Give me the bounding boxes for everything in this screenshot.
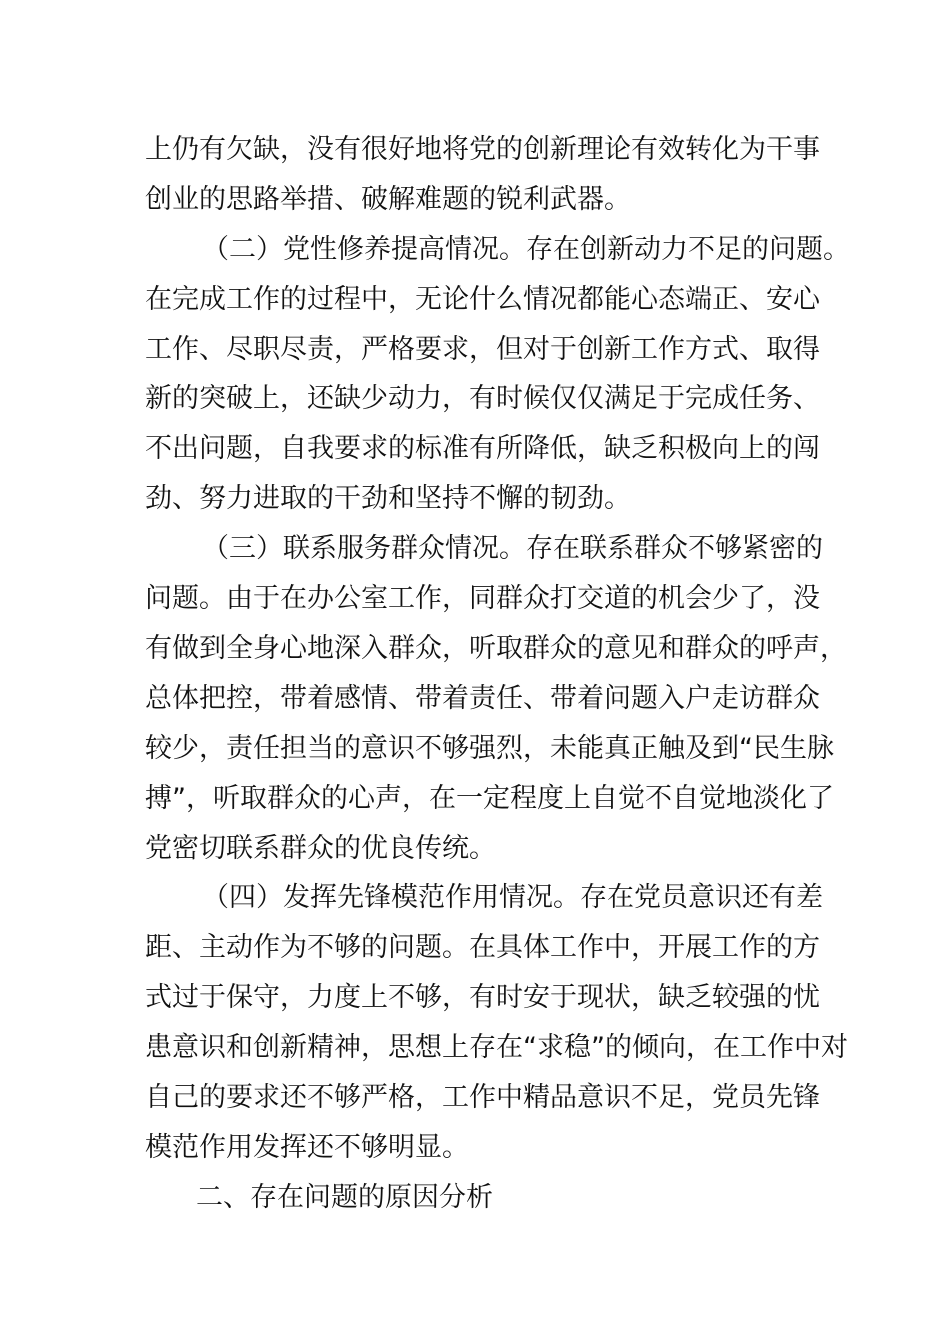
text-line: 自己的要求还不够严格，工作中精品意识不足，党员先锋 [145,1082,820,1113]
text-line: 问题。由于在办公室工作，同群众打交道的机会少了，没 [145,583,820,614]
text-line: 距、主动作为不够的问题。在具体工作中，开展工作的方 [145,932,820,963]
text-line: 上仍有欠缺，没有很好地将党的创新理论有效转化为干事 [145,134,820,165]
text-line: 模范作用发挥还不够明显。 [145,1132,469,1163]
text-line: 工作、尽职尽责，严格要求，但对于创新工作方式、取得 [145,334,820,365]
text-line: 在完成工作的过程中，无论什么情况都能心态端正、安心 [145,284,820,315]
text-line: 患意识和创新精神，思想上存在“求稳”的倾向，在工作中对 [145,1032,848,1063]
section-heading-3: （三）联系服务群众情况。存在联系群众不够紧密的 [202,533,823,564]
text-line: 不出问题，自我要求的标准有所降低，缺乏积极向上的闯 [145,433,820,464]
section-heading-2: （二）党性修养提高情况。存在创新动力不足的问题。 [202,234,850,265]
text-line: 新的突破上，还缺少动力，有时候仅仅满足于完成任务、 [145,383,820,414]
text-line: 党密切联系群众的优良传统。 [145,833,496,864]
text-line: 有做到全身心地深入群众，听取群众的意见和群众的呼声， [145,633,847,664]
chapter-heading: 二、存在问题的原因分析 [196,1182,493,1213]
text-line: 搏”，听取群众的心声，在一定程度上自觉不自觉地淡化了 [145,783,834,814]
section-heading-4: （四）发挥先锋模范作用情况。存在党员意识还有差 [202,882,823,913]
text-line: 式过于保守，力度上不够，有时安于现状，缺乏较强的忧 [145,982,820,1013]
text-line: 总体把控，带着感情、带着责任、带着问题入户走访群众 [145,683,820,714]
text-line: 创业的思路举措、破解难题的锐利武器。 [145,184,631,215]
text-line: 较少，责任担当的意识不够强烈，未能真正触及到“民生脉 [145,733,834,764]
text-line: 劲、努力进取的干劲和坚持不懈的韧劲。 [145,483,631,514]
